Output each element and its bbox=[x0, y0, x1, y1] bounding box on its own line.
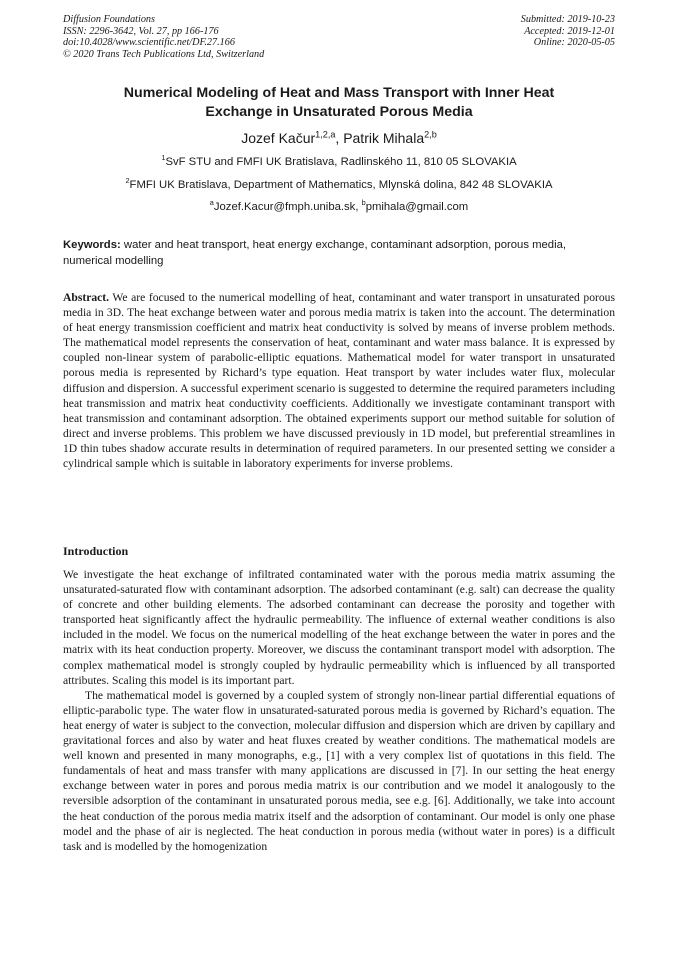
author-emails bbox=[63, 200, 615, 214]
title-line-2: Exchange in Unsaturated Porous Media bbox=[205, 104, 473, 120]
journal-doi: doi:10.4028/www.scientific.net/DF.27.166 bbox=[63, 37, 235, 49]
online-date: Online: 2020-05-05 bbox=[533, 37, 615, 49]
affiliation-2 bbox=[63, 178, 615, 192]
email-mark: b bbox=[361, 198, 366, 208]
accepted-date: Accepted: 2019-12-01 bbox=[524, 25, 615, 37]
affiliation-mark: 2 bbox=[125, 176, 130, 186]
journal-issn: ISSN: 2296-3642, Vol. 27, pp 166-176 bbox=[63, 25, 219, 37]
keywords-text: water and heat transport, heat energy exchange, contaminant adsorption, porous media, numerical modelling bbox=[63, 239, 567, 267]
paragraph: We investigate the heat exchange of infiltrated contaminated water with the porous media matrix assuming the unsaturated-saturated flow with contaminant adsorption. The adsorbed contaminant (e.g. salt) can decrease the quality of concrete and other building elements. The adsorbed contaminant can decrease the porosity and together with transported heat significantly affect the hydraulic permeability. The influence of external weather conditions is also included in the model. We focus on the numerical modelling of the heat exchange between the water in pores and the matrix with its heat conduction property. Moreover, we discuss the contaminant transport model with adsorption. The complex mathematical model is strongly coupled by hydraulic permeability which is influenced by all transported attributes. Scaling this model is its important part. bbox=[63, 568, 615, 687]
title-line-1: Numerical Modeling of Heat and Mass Transport with Inner Heat bbox=[123, 85, 555, 101]
email-mark: a bbox=[209, 198, 214, 208]
affiliation-mark: 1 bbox=[161, 153, 166, 163]
abstract-text: We are focused to the numerical modelling of heat, contaminant and water transport in unsaturated porous media in 3D. The heat exchange between water and porous media matrix is taken into the account. The determination of heat energy transmission coefficient and matrix heat conductivity is solved by means of inverse problem methods. The mathematical model represents the conservation of heat, contaminant and water mass balance. It is expressed by coupled non-linear system of parabolic-elliptic equations. Mathematical model for water transport in unsaturated porous media is represented by Richard’s type equation. Heat transport by water includes water flux, molecular diffusion and dispersion. A successful experiment scenario is suggested to determine the required parameters including heat transmission and matrix heat conductivity coefficients. Additionally we investigate contaminant transport with heat transmission and contaminant adsorption. The obtained experiments support our method suitable for solution of direct and inverse problems. This problem we have discussed previously in 1D model, but preferential streamlines in 1D thin tubes shadow accurate results in determination of required parameters. In our presented setting we consider a cylindrical sample which is suitable in laboratory experiments for inverse problems. bbox=[63, 291, 615, 471]
affiliation-text: SvF STU and FMFI UK Bratislava, Radlinského 11, 810 05 SLOVAKIA bbox=[165, 156, 517, 168]
email-text: pmihala@gmail.com bbox=[365, 201, 469, 213]
email-text: Jozef.Kacur@fmph.uniba.sk, bbox=[213, 201, 362, 213]
paper-title bbox=[63, 84, 615, 122]
keywords bbox=[63, 237, 615, 269]
journal-info bbox=[63, 14, 264, 60]
paragraph: The mathematical model is governed by a coupled system of strongly non-linear partial differential equations of elliptic-parabolic type. The water flow in unsaturated-saturated porous media is governed by Richard’s equation. The heat energy of water is subject to the convection, molecular diffusion and dispersion which are driven by capillary and gravitational forces and also by water and heat fluxes created by weather conditions. The mathematical models are well known and presented in many monographs, e.g., [1] with a very complex list of quotations in this field. The fundamentals of heat and mass transfer with many applications are discussed in [7]. In our setting the heat energy exchange between water in pores and porous media matrix is our contribution and we model it analogously to the reversible adsorption of the contaminant in unsaturated porous media, see e.g. [6]. Additionally, we take into account the heat conduction of the porous media matrix itself and the adsorption of contaminant. Our model is only one phase model and the phase of air is neglected. The heat conduction in porous media (without water in pores) is a difficult task and is modelled by the homogenization bbox=[63, 688, 615, 853]
author-superscript: 2,b bbox=[424, 129, 437, 140]
affiliation-text: FMFI UK Bratislava, Department of Mathematics, Mlynská dolina, 842 48 SLOVAKIA bbox=[129, 179, 553, 191]
author-name: Jozef Kačur bbox=[241, 130, 316, 146]
author-superscript: 1,2,a bbox=[315, 129, 336, 140]
section-heading-introduction: Introduction bbox=[63, 544, 129, 558]
submitted-date: Submitted: 2019-10-23 bbox=[520, 14, 615, 25]
author-list bbox=[63, 129, 615, 147]
journal-name: Diffusion Foundations bbox=[63, 14, 155, 25]
abstract-label: Abstract. bbox=[63, 291, 110, 304]
introduction-body bbox=[63, 567, 615, 854]
journal-copyright: © 2020 Trans Tech Publications Ltd, Switzerland bbox=[63, 48, 265, 60]
affiliation-1 bbox=[63, 155, 615, 169]
keywords-label: Keywords: bbox=[63, 239, 121, 251]
author-name: Patrik Mihala bbox=[343, 130, 425, 146]
abstract bbox=[63, 290, 615, 471]
author-separator: , bbox=[335, 130, 344, 146]
submission-dates bbox=[521, 14, 615, 49]
